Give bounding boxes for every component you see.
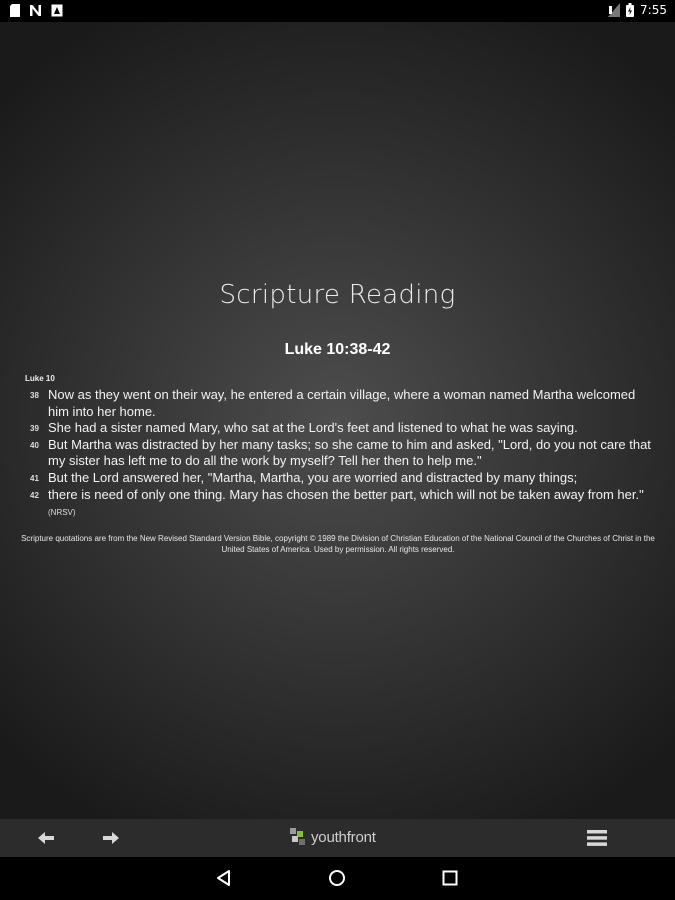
verse-number: 40	[30, 440, 39, 450]
status-right-icons	[608, 3, 667, 17]
arrow-right-icon	[101, 828, 121, 848]
verse-number: 38	[30, 391, 39, 400]
verse-text: But Martha was distracted by her many tasks; so she came to him and asked, "Lord, do you not care that my sister has left me to do all the work by myself? Tell her then to help me."	[48, 436, 651, 469]
youthfront-mark-icon	[290, 827, 308, 847]
hamburger-menu-icon	[586, 829, 608, 847]
page-title: Scripture Reading	[219, 280, 456, 310]
battery-icon	[626, 3, 634, 17]
status-time: 7:55	[640, 3, 667, 17]
verse-number: 39	[30, 424, 39, 434]
nav-back-button[interactable]	[215, 869, 233, 892]
youthfront-logo	[290, 827, 376, 847]
verse-39	[0, 420, 658, 437]
verse-38	[0, 387, 658, 420]
brand-name: youthfront	[311, 828, 376, 846]
sim-icon	[10, 4, 20, 17]
verse-number: 41	[30, 473, 39, 483]
home-circle-icon	[328, 869, 346, 887]
status-bar	[0, 0, 675, 22]
verse-text: But the Lord answered her, "Martha, Martha, you are worried and distracted by many things;	[48, 469, 578, 485]
back-button[interactable]	[36, 828, 56, 853]
version-tag: (NRSV)	[48, 508, 76, 518]
status-left-icons	[10, 4, 63, 17]
image-notification-icon	[51, 4, 63, 17]
verse-text: She had a sister named Mary, who sat at the Lord's feet and listened to what he was saying.	[48, 420, 578, 436]
n-notification-icon	[29, 4, 42, 17]
verse-42	[0, 487, 658, 522]
system-nav-bar	[0, 857, 675, 900]
verse-41	[0, 470, 658, 487]
verse-list	[0, 387, 675, 522]
nav-recents-button[interactable]	[441, 869, 459, 892]
nav-home-button[interactable]	[328, 869, 346, 892]
copyright-notice: Scripture quotations are from the New Revised Standard Version Bible, copyright © 1989 the Division of Christian Education of the National Council of the Churches of Christ in the United States of America. Used by permission. All rights reserved.	[21, 534, 655, 554]
back-triangle-icon	[215, 869, 233, 887]
verse-text: Now as they went on their way, he entered a certain village, where a woman named Martha welcomed him into her home.	[48, 387, 636, 419]
verse-40	[0, 437, 658, 470]
book-chapter-label: Luke 10	[25, 374, 55, 383]
forward-button[interactable]	[101, 828, 121, 853]
reading-screen	[0, 22, 675, 819]
menu-button[interactable]	[586, 829, 608, 852]
passage-reference: Luke 10:38-42	[284, 341, 391, 358]
signal-icon	[608, 3, 620, 17]
arrow-left-icon	[36, 828, 56, 848]
verse-number: 42	[30, 490, 39, 500]
verse-text: there is need of only one thing. Mary has chosen the better part, which will not be taken away from her."	[48, 486, 644, 502]
recents-square-icon	[441, 869, 459, 887]
bottom-toolbar	[0, 819, 675, 857]
